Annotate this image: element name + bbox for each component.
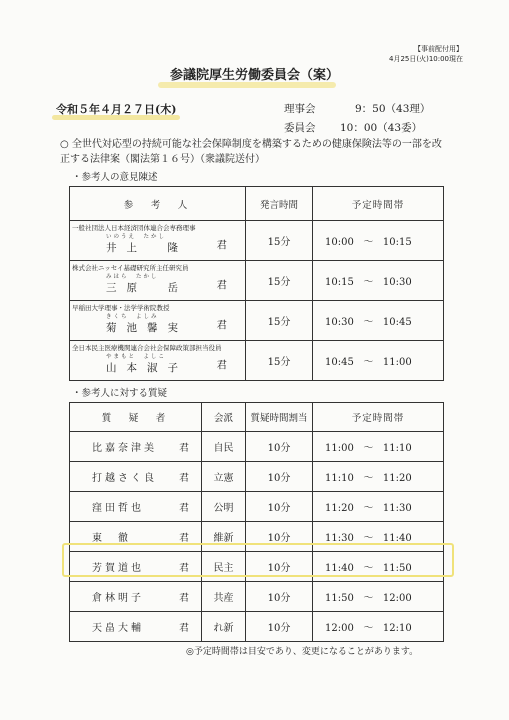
section-title-statements: ・参考人の意見陳述 xyxy=(72,172,158,183)
tilde: 〜 xyxy=(363,237,374,248)
header-witness: 参 考 人 xyxy=(70,187,246,221)
end-time: 11:00 xyxy=(382,357,412,368)
question-duration: 10分 xyxy=(246,582,313,612)
start-time: 11:40 xyxy=(325,563,354,574)
tilde: 〜 xyxy=(363,443,374,454)
witness-name: 三原 岳 xyxy=(106,282,188,294)
table-row xyxy=(70,221,444,261)
honorific: 君 xyxy=(179,473,189,484)
page-title: 参議院厚生労働委員会（案） xyxy=(169,68,339,83)
table-row xyxy=(70,301,444,341)
witness-table xyxy=(69,186,444,381)
witness-name: 山本淑子 xyxy=(106,362,188,374)
honorific: 君 xyxy=(179,563,189,574)
table-row xyxy=(70,522,444,552)
question-duration: 10分 xyxy=(246,612,313,642)
tilde: 〜 xyxy=(363,357,374,368)
start-time: 11:50 xyxy=(325,593,354,604)
question-duration: 10分 xyxy=(246,432,313,462)
start-time: 10:00 xyxy=(325,237,354,248)
header-time-slot: 予定時間帯 xyxy=(313,403,444,432)
agenda-item: ○ 全世代対応型の持続可能な社会保障制度を構築するための健康保険法等の一部を改正する法律案（閣法第１６号）（衆議院送付） xyxy=(60,139,442,165)
name-reading: きくち よしみ xyxy=(106,314,159,320)
table-row xyxy=(70,582,444,612)
start-time: 10:45 xyxy=(325,357,354,368)
as-of-timestamp: 4月25日(火)10:00現在 xyxy=(389,55,463,63)
meeting-date: 令和５年４月２７日(木) xyxy=(56,103,177,116)
honorific: 君 xyxy=(216,279,227,291)
end-time: 12:00 xyxy=(382,593,412,604)
tilde: 〜 xyxy=(363,277,374,288)
honorific: 君 xyxy=(179,443,189,454)
start-time: 10:15 xyxy=(325,277,354,288)
end-time: 10:15 xyxy=(382,237,412,248)
questioner-table-header xyxy=(70,403,444,432)
speech-duration: 15分 xyxy=(246,341,313,381)
tilde: 〜 xyxy=(363,593,374,604)
tilde: 〜 xyxy=(363,563,374,574)
header-questioner: 質 疑 者 xyxy=(70,403,202,432)
start-time: 11:20 xyxy=(325,503,354,514)
questioner-name: 打越さく良 xyxy=(92,473,157,484)
speech-duration: 15分 xyxy=(246,221,313,261)
witness-affiliation: 一般社団法人日本経済団体連合会専務理事 xyxy=(72,224,196,232)
schedule-time-board: 9：50（43理） xyxy=(355,103,431,115)
honorific: 君 xyxy=(216,319,227,331)
name-reading: いのうえ たかし xyxy=(106,234,167,240)
party: 民主 xyxy=(202,552,246,582)
witness-affiliation: 全日本民主医療機関連合会社会保障政策部担当役員 xyxy=(72,344,222,352)
questioner-name: 比嘉奈津美 xyxy=(92,443,157,454)
question-duration: 10分 xyxy=(246,492,313,522)
witness-affiliation: 早稲田大学理事・法学学術院教授 xyxy=(72,304,170,312)
table-row xyxy=(70,341,444,381)
end-time: 11:50 xyxy=(382,563,412,574)
end-time: 11:40 xyxy=(382,533,412,544)
section-title-questions: ・参考人に対する質疑 xyxy=(72,388,168,399)
schedule-time-committee: 10：00（43委） xyxy=(340,122,423,134)
end-time: 11:30 xyxy=(382,503,412,514)
start-time: 12:00 xyxy=(325,623,354,634)
schedule-label-board: 理事会 xyxy=(284,103,316,115)
distribution-note xyxy=(389,44,463,64)
party: れ新 xyxy=(202,612,246,642)
witness-name: 井上 隆 xyxy=(106,242,188,254)
witness-table-header xyxy=(70,187,444,221)
end-time: 12:10 xyxy=(382,623,412,634)
distribution-note-label: 【事前配付用】 xyxy=(414,45,463,53)
start-time: 10:30 xyxy=(325,317,354,328)
end-time: 10:45 xyxy=(382,317,412,328)
name-reading: みはら たかし xyxy=(106,274,159,280)
honorific: 君 xyxy=(216,359,227,371)
honorific: 君 xyxy=(179,533,189,544)
questioner-table xyxy=(69,402,444,642)
speech-duration: 15分 xyxy=(246,301,313,341)
party: 公明 xyxy=(202,492,246,522)
start-time: 11:10 xyxy=(325,473,354,484)
questioner-name: 東 徹 xyxy=(92,533,131,544)
party: 共産 xyxy=(202,582,246,612)
party: 立憲 xyxy=(202,462,246,492)
header-speech-time: 発言時間 xyxy=(246,187,313,221)
table-row xyxy=(70,432,444,462)
party: 自民 xyxy=(202,432,246,462)
speech-duration: 15分 xyxy=(246,261,313,301)
table-row xyxy=(70,492,444,522)
table-row xyxy=(70,462,444,492)
end-time: 11:10 xyxy=(382,443,412,454)
tilde: 〜 xyxy=(363,623,374,634)
witness-affiliation: 株式会社ニッセイ基礎研究所主任研究員 xyxy=(72,264,189,272)
tilde: 〜 xyxy=(363,473,374,484)
question-duration: 10分 xyxy=(246,552,313,582)
end-time: 10:30 xyxy=(382,277,412,288)
table-row xyxy=(70,261,444,301)
tilde: 〜 xyxy=(363,533,374,544)
questioner-name: 天畠大輔 xyxy=(92,623,144,634)
honorific: 君 xyxy=(179,593,189,604)
tilde: 〜 xyxy=(363,503,374,514)
question-duration: 10分 xyxy=(246,522,313,552)
start-time: 11:30 xyxy=(325,533,354,544)
questioner-name: 芳賀道也 xyxy=(92,563,144,574)
end-time: 11:20 xyxy=(382,473,412,484)
witness-name: 菊池馨実 xyxy=(106,322,188,334)
questioner-name: 倉林明子 xyxy=(92,593,144,604)
questioner-name: 窪田哲也 xyxy=(92,503,144,514)
party: 維新 xyxy=(202,522,246,552)
question-duration: 10分 xyxy=(246,462,313,492)
footer-note: ◎予定時間帯は目安であり、変更になることがあります。 xyxy=(186,647,419,657)
header-question-time: 質疑時間割当 xyxy=(246,403,313,432)
tilde: 〜 xyxy=(363,317,374,328)
schedule-label-committee: 委員会 xyxy=(284,122,316,134)
table-row-highlighted xyxy=(70,552,444,582)
honorific: 君 xyxy=(179,503,189,514)
honorific: 君 xyxy=(179,623,189,634)
name-reading: やまもと よしこ xyxy=(106,354,167,360)
honorific: 君 xyxy=(216,239,227,251)
table-row xyxy=(70,612,444,642)
start-time: 11:00 xyxy=(325,443,354,454)
header-party: 会派 xyxy=(202,403,246,432)
header-time-slot: 予定時間帯 xyxy=(313,187,444,221)
